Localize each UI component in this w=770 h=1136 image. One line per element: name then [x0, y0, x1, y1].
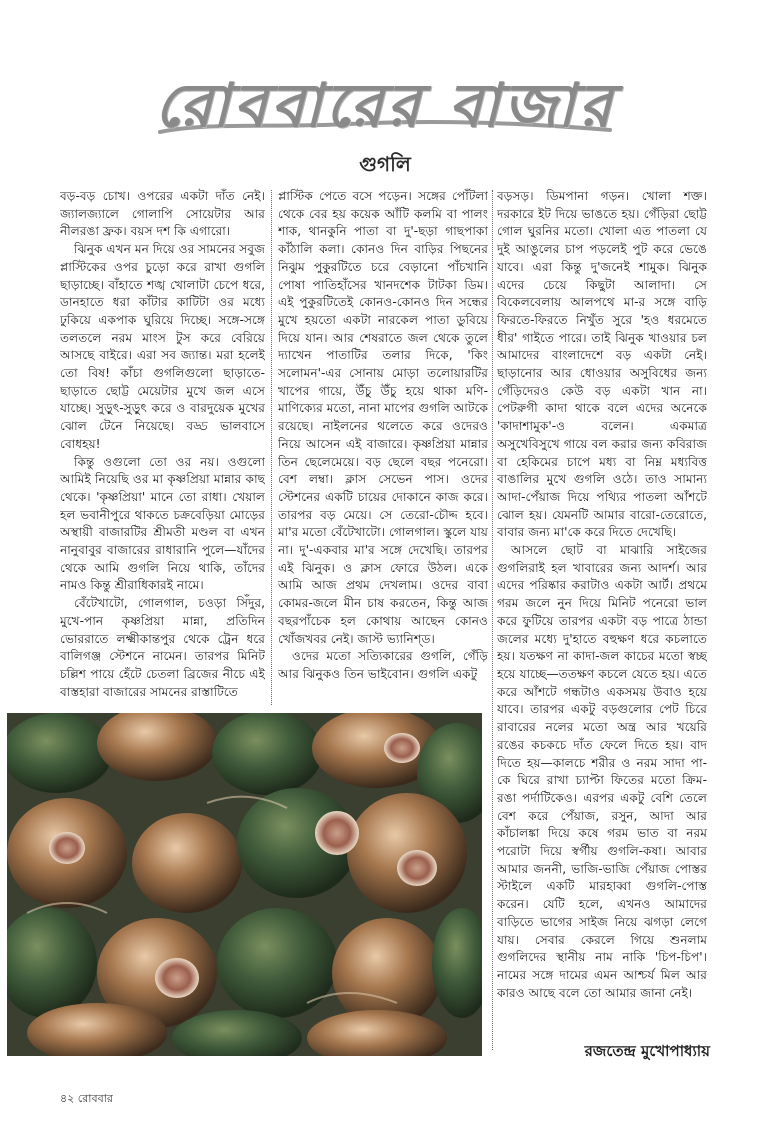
- article-subtitle: গুগলি: [359, 152, 411, 176]
- paragraph: বেঁটেখাটো, গোলগাল, চওড়া সিঁদুর, মুখে-পান কৃষ্ণপ্রিয়া মান্না, প্রতিদিন ভোররাতে লক্ষ্মীকান্তপুর থেকে ট্রেন ধরে বালিগঞ্জ স্টেশনে নামেন। তারপর মিনিট চল্লিশ পায়ে হেঁটে চেতলা ব্রিজের নীচে এই বাস্তহারা বাজারের সামনের রাস্তাটিতে: [60, 596, 265, 699]
- paragraph: ওদের মতো সত্যিকারের গুগলি, গেঁড়ি আর ঝিনুকও তিন ভাইবোন। গুগলি একটু: [278, 649, 488, 681]
- paragraph: বড়সড়। ডিমপানা গড়ন। খোলা শক্ত। দরকারে ইট দিয়ে ভাঙতে হয়। গেঁড়িরা ছোট্ট গোল ঘুরনির মতো। খোলা এত পাতলা যে দুই আঙুলের চাপ পড়লেই পুট করে ভেঙে যাবে। এরা কিন্তু দু'জনেই শামুক। ঝিনুক এদের চেয়ে কিছুটা আলাদা। সে বিকেলবেলায় আলপথে মা-র সঙ্গে বাড়ি ফিরতে-ফিরতে নিখুঁত সুরে 'হও ধরমেতে ধীর' গাইতে পারে। তাই ঝিনুক খাওয়ার চল আমাদের বাংলাদেশে বড় একটা নেই। ছাড়ানোর আর ধোওয়ার অসুবিধের জন্য গেঁড়িদেরও কেউ বড় একটা খান না। পেটরুগী কাদা থাকে বলে এদের অনেকে 'কাদাশামুক'-ও বলেন। একমাত্র অসুখেবিসুখে গায়ে বল করার জন্য কবিরাজ বা হেকিমের চাপে মধ্য বা নিম্ন মধ্যবিত্ত বাঙালির মুখে গুগলি ওঠে। তাও সামান্য আদা-পেঁয়াজ দিয়ে পথ্যির পাতলা আঁশটে ঝোল হয়। যেমনটি আমার বারো-তেরোতে, বাবার জন্য মা'কে করে দিতে দেখেছি।: [497, 189, 707, 540]
- snail-shells-image: [7, 713, 482, 1056]
- column-3: [497, 188, 707, 1028]
- paragraph: ঝিনুক এখন মন দিয়ে ওর সামনের সবুজ প্লাস্টিকের ওপর চুড়ো করে রাখা গুগলি ছাড়াচ্ছে। বাঁহাতে শঙ্খ খোলাটা চেপে ধরে, ডানহাতে ধরা কাঁটার কাটিটা ওর মধ্যে ঢুকিয়ে একপাক ঘুরিয়ে দিচ্ছে। সঙ্গে-সঙ্গে তলতলে নরম মাংস টুস করে বেরিয়ে আসছে বাইরে। এরা সব জ্যান্ত। মরা হলেই তো বিষ! কাঁচা গুগলিগুলো ছাড়াতে-ছাড়াতে ছোট্ট মেয়েটার মুখে জল এসে যাচ্ছে। সুড়ুৎ-সুড়ুৎ করে ও বারদুয়েক মুখের ঝোল টেনে নিয়েছে। বড্ড ভালবাসে বোধহয়!: [60, 242, 265, 451]
- author-byline: রজতেন্দ্র মুখোপাধ্যায়: [584, 1042, 710, 1060]
- paragraph: বড়-বড় চোখ। ওপরের একটা দাঁত নেই। জ্যালজ্যালে গোলাপি সোয়েটার আর নীলরঙা ফ্রক। বয়স দশ কি এগারো।: [60, 189, 265, 239]
- column-divider: [492, 190, 493, 1050]
- masthead-title: রোববারের বাজার: [154, 71, 616, 141]
- snails-photo: [7, 713, 482, 1056]
- paragraph: আসলে ছোট বা মাঝারি সাইজের গুগলিরাই হল খাবারের জন্য আদর্শ। আর এদের পরিষ্কার করাটাও একটা আর্ট। প্রথমে গরম জলে নুন দিয়ে মিনিট পনেরো ভাল করে ফুটিয়ে তারপর একটা বড় পাত্রে ঠান্ডা জলের মধ্যে দু'হাতে বহুক্ষণ ধরে কচলাতে হয়। যতক্ষণ না কাদা-জল কাচের মতো স্বচ্ছ হয়ে যাচ্ছে—ততক্ষণ কচলে যেতে হয়। এতে করে আঁশটে গন্ধটাও একসময় উবাও হয়ে যাবে। তারপর একটু বড়গুলোর পেট চিরে রাবারের নলের মতো অন্ত্র আর খয়েরি রঙের কচকচে দাঁত ফেলে দিতে হয়। বাদ দিতে হয়—কালচে শরীর ও নরম সাদা পা-কে ঘিরে রাখা চ্যাপ্টা ফিতের মতো ক্রিম-রঙা পর্দাটিকেও। এরপর একটু বেশি তেলে বেশ করে পেঁয়াজ, রসুন, আদা আর কাঁচালঙ্কা দিয়ে কষে গরম ভাত বা নরম পরোটা দিয়ে স্বর্গীয় গুগলি-কষা। আবার আমার জননী, ভাজি-ভাজি পেঁয়াজ পোস্তর স্টাইলে একটি মারহাব্বা গুগলি-পোস্ত করেন। যেটি হলে, এখনও আমাদের বাড়িতে ভাগের সাইজ নিয়ে ঝগড়া লেগে যায়। সেবার কেরলে গিয়ে শুনলাম গুগলিদের স্থানীয় নাম নাকি 'চিপ-চিপ'। নামের সঙ্গে দামের এমন আশ্চর্য মিল আর কারও আছে বলে তো আমার জানা নেই।: [497, 543, 707, 1000]
- column-2: [278, 188, 488, 708]
- page-number: ৪২: [60, 1092, 75, 1105]
- page-footer: [60, 1090, 113, 1109]
- paragraph: কিন্তু ওগুলো তো ওর নয়। ওগুলো আমিই নিয়েছি ওর মা কৃষ্ণপ্রিয়া মান্নার কাছ থেকে। 'কৃষ্ণপ্রিয়া' মানে তো রাধা। খেয়াল হল ভবানীপুরে থাকতে চক্রবেড়িয়া মোড়ের অস্থায়ী বাজারটির শ্রীমতী মণ্ডল বা এখন নানুবাবুর বাজারের রাধারানি পুলে—যাঁদের থেকে আমি গুগলি নিয়ে থাকি, তাঁদের নামও কিন্তু শ্রীরাধিকারই নামে।: [60, 454, 265, 593]
- paragraph: প্লাস্টিক পেতে বসে পড়েন। সঙ্গের পোঁটলা থেকে বের হয় কয়েক আঁটি কলমি বা পালং শাক, থানকুনি পাতা বা দু'-ছড়া গাছপাকা কাঁঠালি কলা। কোনও দিন বাড়ির পিছনের নিঝুম পুকুরটিতে চরে বেড়ানো পাঁচখানি পোষা পাতিহাঁসের খানদশেক টাটকা ডিম। এই পুকুরটিতেই কোনও-কোনও দিন সন্ধের মুখে হয়তো একটা নারকেল পাতা ডুবিয়ে দিয়ে যান। আর শেষরাতে জল থেকে তুলে দ্যাখেন পাতাটির তলার দিকে, 'কিং সলোমন'-এর সোনায় মোড়া তলোয়ারটির খাপের গায়ে, উঁচু উঁচু হয়ে থাকা মণি-মাণিক্যের মতো, নানা মাপের গুগলি আটকে রয়েছে। নাইলনের থলেতে করে ওদেরও নিয়ে আসেন এই বাজারে। কৃষ্ণপ্রিয়া মান্নার তিন ছেলেমেয়ে। বড় ছেলে বছর পনেরো। বেশ লম্বা। ক্লাস সেভেন পাস। ওদের স্টেশনের একটি চায়ের দোকানে কাজ করে। তারপর বড় মেয়ে। সে তেরো-চৌদ্দ হবে। মা'র মতো বেঁটেখাটো। গোলগাল। স্কুলে যায় না। দু'-একবার মা'র সঙ্গে দেখেছি। তারপর এই ঝিনুক। ও ক্লাস ফোরে উঠল। একে আমি আজ প্রথম দেখলাম। ওদের বাবা কোমর-জলে মীন চাষ করতেন, কিন্তু আজ বছরপাঁচেক হল কোথায় আছেন কোনও খোঁজখবর নেই। জাস্ট ভ্যানিশ্‌ড।: [278, 189, 488, 646]
- section-name: রোববার: [77, 1092, 113, 1105]
- column-1: [60, 188, 265, 708]
- masthead: [150, 52, 620, 142]
- column-divider: [271, 190, 272, 705]
